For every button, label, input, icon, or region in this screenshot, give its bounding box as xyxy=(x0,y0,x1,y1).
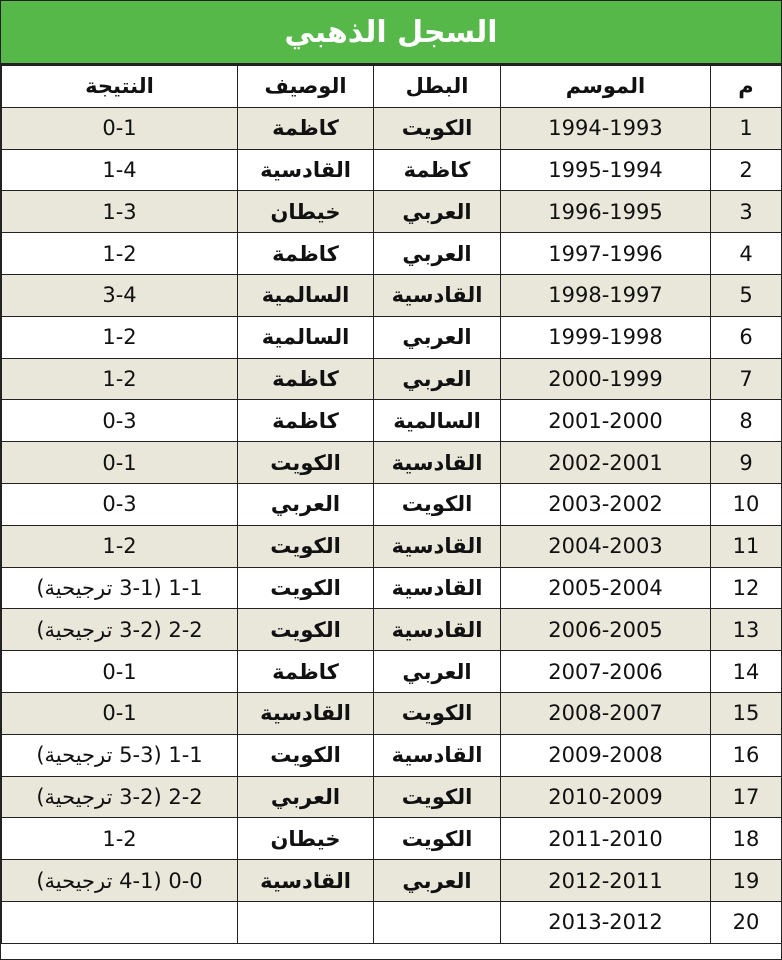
cell-result: 1-1 (3-1 ترجيحية) xyxy=(2,567,238,609)
cell-season: 2009-2008 xyxy=(501,734,711,776)
cell-runner-up: السالمية xyxy=(238,274,374,316)
table-row xyxy=(2,274,782,316)
cell-index: 5 xyxy=(711,274,782,316)
cell-runner-up: الكويت xyxy=(238,734,374,776)
title-bar xyxy=(1,1,781,65)
cell-index: 18 xyxy=(711,818,782,860)
table-row xyxy=(2,525,782,567)
table-header-row xyxy=(2,66,782,108)
cell-champion: العربي xyxy=(374,651,501,693)
cell-champion: القادسية xyxy=(374,442,501,484)
column-header-runner-up: الوصيف xyxy=(238,66,374,108)
table-row xyxy=(2,776,782,818)
column-header-season: الموسم xyxy=(501,66,711,108)
cell-season: 2013-2012 xyxy=(501,901,711,943)
cell-season: 2003-2002 xyxy=(501,483,711,525)
cell-result: 0-1 xyxy=(2,692,238,734)
cell-result: 3-4 xyxy=(2,274,238,316)
cell-index: 1 xyxy=(711,107,782,149)
cell-season: 1997-1996 xyxy=(501,233,711,275)
cell-champion: كاظمة xyxy=(374,149,501,191)
cell-index: 8 xyxy=(711,400,782,442)
cell-index: 14 xyxy=(711,651,782,693)
cell-runner-up: الكويت xyxy=(238,567,374,609)
cell-champion: العربي xyxy=(374,191,501,233)
cell-index: 10 xyxy=(711,483,782,525)
cell-champion: القادسية xyxy=(374,274,501,316)
cell-runner-up: خيطان xyxy=(238,191,374,233)
cell-season: 2011-2010 xyxy=(501,818,711,860)
table-row xyxy=(2,107,782,149)
table-row xyxy=(2,442,782,484)
cell-season: 1996-1995 xyxy=(501,191,711,233)
cell-result: 0-3 xyxy=(2,483,238,525)
cell-champion: السالمية xyxy=(374,400,501,442)
cell-result: 1-2 xyxy=(2,233,238,275)
table-row xyxy=(2,316,782,358)
cell-champion: الكويت xyxy=(374,776,501,818)
cell-result: 1-2 xyxy=(2,525,238,567)
cell-champion: القادسية xyxy=(374,609,501,651)
cell-season: 2006-2005 xyxy=(501,609,711,651)
cell-champion: الكويت xyxy=(374,107,501,149)
cell-runner-up: كاظمة xyxy=(238,233,374,275)
cell-champion: الكويت xyxy=(374,692,501,734)
table-row xyxy=(2,567,782,609)
page-title: السجل الذهبي xyxy=(284,14,498,50)
cell-index: 20 xyxy=(711,901,782,943)
cell-runner-up: كاظمة xyxy=(238,358,374,400)
table-row xyxy=(2,358,782,400)
cell-index: 2 xyxy=(711,149,782,191)
cell-champion: الكويت xyxy=(374,483,501,525)
cell-result: 1-4 xyxy=(2,149,238,191)
table-row xyxy=(2,860,782,902)
cell-result: 0-1 xyxy=(2,107,238,149)
cell-result: 1-3 xyxy=(2,191,238,233)
cell-index: 17 xyxy=(711,776,782,818)
cell-season: 2010-2009 xyxy=(501,776,711,818)
table-row xyxy=(2,233,782,275)
cell-champion: القادسية xyxy=(374,734,501,776)
cell-runner-up: القادسية xyxy=(238,860,374,902)
cell-season: 2005-2004 xyxy=(501,567,711,609)
cell-index: 11 xyxy=(711,525,782,567)
table-row xyxy=(2,692,782,734)
cell-champion: العربي xyxy=(374,860,501,902)
cell-season: 2000-1999 xyxy=(501,358,711,400)
cell-index: 12 xyxy=(711,567,782,609)
cell-runner-up: القادسية xyxy=(238,692,374,734)
cell-runner-up: السالمية xyxy=(238,316,374,358)
cell-result: 2-2 (3-2 ترجيحية) xyxy=(2,609,238,651)
cell-season: 2008-2007 xyxy=(501,692,711,734)
cell-champion: العربي xyxy=(374,233,501,275)
cell-champion: القادسية xyxy=(374,567,501,609)
cell-runner-up: خيطان xyxy=(238,818,374,860)
cell-result: 0-1 xyxy=(2,442,238,484)
cell-champion: الكويت xyxy=(374,818,501,860)
table-row xyxy=(2,734,782,776)
table-row xyxy=(2,483,782,525)
cell-result xyxy=(2,901,238,943)
cell-index: 7 xyxy=(711,358,782,400)
table-row xyxy=(2,609,782,651)
cell-champion: العربي xyxy=(374,358,501,400)
cell-season: 1998-1997 xyxy=(501,274,711,316)
cell-runner-up: العربي xyxy=(238,776,374,818)
cell-result: 0-0 (4-1 ترجيحية) xyxy=(2,860,238,902)
cell-season: 2001-2000 xyxy=(501,400,711,442)
cell-runner-up: كاظمة xyxy=(238,400,374,442)
cell-season: 1999-1998 xyxy=(501,316,711,358)
cell-champion xyxy=(374,901,501,943)
cell-index: 16 xyxy=(711,734,782,776)
cell-season: 2004-2003 xyxy=(501,525,711,567)
cell-season: 1994-1993 xyxy=(501,107,711,149)
cell-runner-up: الكويت xyxy=(238,525,374,567)
column-header-champion: البطل xyxy=(374,66,501,108)
cell-index: 9 xyxy=(711,442,782,484)
column-header-result: النتيجة xyxy=(2,66,238,108)
cell-runner-up: كاظمة xyxy=(238,651,374,693)
cell-runner-up: القادسية xyxy=(238,149,374,191)
cell-index: 19 xyxy=(711,860,782,902)
records-table xyxy=(1,65,782,944)
cell-result: 1-2 xyxy=(2,358,238,400)
cell-runner-up xyxy=(238,901,374,943)
cell-runner-up: الكويت xyxy=(238,442,374,484)
cell-result: 0-3 xyxy=(2,400,238,442)
table-row xyxy=(2,149,782,191)
cell-season: 2002-2001 xyxy=(501,442,711,484)
cell-index: 13 xyxy=(711,609,782,651)
cell-result: 0-1 xyxy=(2,651,238,693)
table-row xyxy=(2,818,782,860)
cell-season: 1995-1994 xyxy=(501,149,711,191)
table-row xyxy=(2,651,782,693)
cell-season: 2007-2006 xyxy=(501,651,711,693)
cell-index: 4 xyxy=(711,233,782,275)
cell-index: 3 xyxy=(711,191,782,233)
column-header-index: م xyxy=(711,66,782,108)
cell-runner-up: كاظمة xyxy=(238,107,374,149)
cell-result: 1-2 xyxy=(2,818,238,860)
cell-result: 2-2 (3-2 ترجيحية) xyxy=(2,776,238,818)
table-row xyxy=(2,901,782,943)
cell-result: 1-1 (5-3 ترجيحية) xyxy=(2,734,238,776)
cell-result: 1-2 xyxy=(2,316,238,358)
cell-index: 15 xyxy=(711,692,782,734)
table-row xyxy=(2,400,782,442)
cell-runner-up: العربي xyxy=(238,483,374,525)
cell-champion: العربي xyxy=(374,316,501,358)
cell-runner-up: الكويت xyxy=(238,609,374,651)
cell-index: 6 xyxy=(711,316,782,358)
cell-champion: القادسية xyxy=(374,525,501,567)
table-row xyxy=(2,191,782,233)
cell-season: 2012-2011 xyxy=(501,860,711,902)
